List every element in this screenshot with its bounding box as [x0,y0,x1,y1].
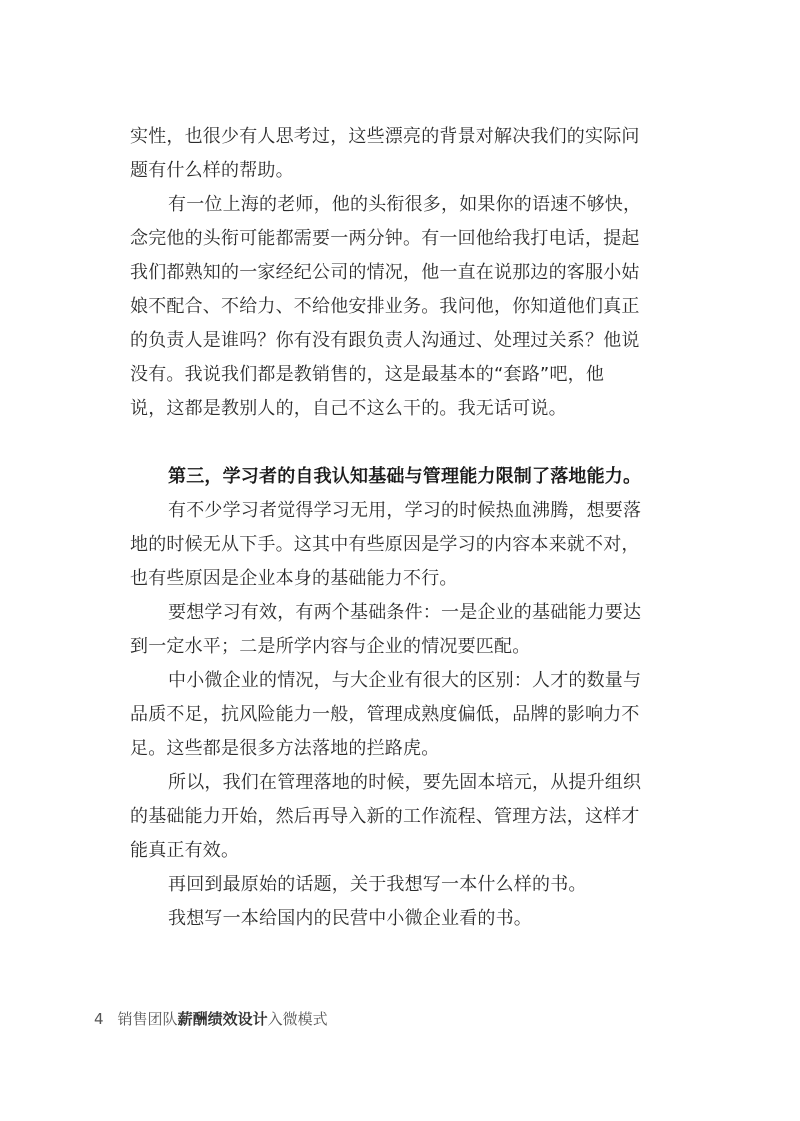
paragraph-line: 的负责人是谁吗？你有没有跟负责人沟通过、处理过关系？他说 [130,330,640,351]
page-footer [94,1008,328,1029]
paragraph-line: 所以，我们在管理落地的时候，要先固本培元，从提升组织 [168,772,642,793]
paragraph-line: 题有什么样的帮助。 [130,160,294,181]
paragraph-line: 娘不配合、不给力、不给他安排业务。我问他，你知道他们真正 [130,296,640,317]
paragraph-line: 我们都熟知的一家经纪公司的情况，他一直在说那边的客服小姑 [130,262,640,283]
paragraph-line: 要想学习有效，有两个基础条件：一是企业的基础能力要达 [168,602,642,623]
book-title-prefix: 销售团队 [117,1010,178,1028]
paragraph-line: 实性，也很少有人思考过，这些漂亮的背景对解决我们的实际问 [130,126,640,147]
paragraph-line: 说，这都是教别人的，自己不这么干的。我无话可说。 [130,398,567,419]
page-number: 4 [94,1010,104,1028]
book-title-suffix: 入微模式 [267,1010,328,1028]
section-spacer [130,426,654,460]
paragraph-line: 念完他的头衔可能都需要一两分钟。有一回他给我打电话，提起 [130,228,640,249]
paragraph-line: 中小微企业的情况，与大企业有很大的区别：人才的数量与 [168,670,642,691]
paragraph-line: 的基础能力开始，然后再导入新的工作流程、管理方法，这样才 [130,806,640,827]
section-heading: 第三，学习者的自我认知基础与管理能力限制了落地能力。 [168,466,642,487]
paragraph-line: 能真正有效。 [130,840,240,861]
paragraph-line: 地的时候无从下手。这其中有些原因是学习的内容本来就不对， [130,534,640,555]
paragraph-line: 我想写一本给国内的民营中小微企业看的书。 [168,908,532,929]
paragraph-line: 到一定水平；二是所学内容与企业的情况要匹配。 [130,636,531,657]
book-title-bold: 薪酬绩效设计 [177,1010,268,1028]
paragraph-line: 足。这些都是很多方法落地的拦路虎。 [130,738,440,759]
body-text [130,120,654,936]
paragraph-line: 没有。我说我们都是教销售的，这是最基本的“套路”吧，他 [130,364,605,385]
paragraph-line: 再回到最原始的话题，关于我想写一本什么样的书。 [168,874,587,895]
paragraph-line: 品质不足，抗风险能力一般，管理成熟度偏低，品牌的影响力不 [130,704,640,725]
paragraph-line: 也有些原因是企业本身的基础能力不行。 [130,568,458,589]
paragraph-line: 有一位上海的老师，他的头衔很多，如果你的语速不够快， [168,194,642,215]
paragraph-line: 有不少学习者觉得学习无用，学习的时候热血沸腾，想要落 [168,500,642,521]
